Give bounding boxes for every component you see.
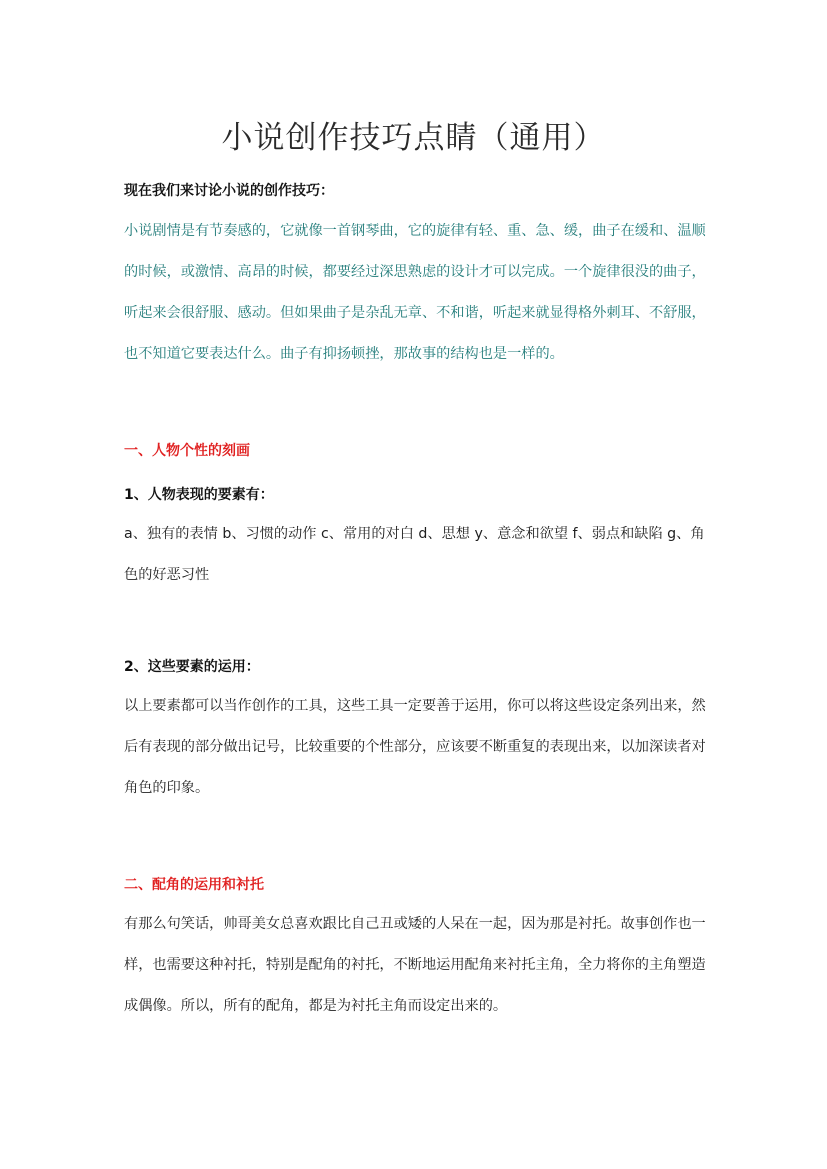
section1-sub1-heading: 1、人物表现的要素有： — [124, 487, 274, 503]
section1-sub1-paragraph: a、独有的表情 b、习惯的动作 c、常用的对白 d、思想 y、意念和欲望 f、弱点和缺陷 g、角色的好恶习性 — [124, 526, 705, 583]
section2-heading: 二、配角的运用和衬托 — [124, 877, 264, 893]
intro-paragraph: 小说剧情是有节奏感的，它就像一首钢琴曲，它的旋律有轻、重、急、缓，曲子在缓和、温顺的时候，或激情、高昂的时候，都要经过深思熟虑的设计才可以完成。一个旋律很没的曲子，听起来会很舒服、感动。但如果曲子是杂乱无章、不和谐，听起来就显得格外刺耳、不舒服，也不知道它要表达什么。曲子有抑扬顿挫，那故事的结构也是一样的。 — [124, 223, 706, 362]
intro-heading: 现在我们来讨论小说的创作技巧： — [124, 183, 334, 199]
section1-sub2-heading: 2、这些要素的运用： — [124, 659, 260, 675]
section1-sub2-paragraph: 以上要素都可以当作创作的工具，这些工具一定要善于运用，你可以将这些设定条列出来，然后有表现的部分做出记号，比较重要的个性部分，应该要不断重复的表现出来，以加深读者对角色的印象。 — [124, 698, 706, 796]
section1-heading: 一、人物个性的刻画 — [124, 443, 250, 459]
section2-paragraph: 有那么句笑话，帅哥美女总喜欢跟比自己丑或矮的人呆在一起，因为那是衬托。故事创作也一样，也需要这种衬托，特别是配角的衬托，不断地运用配角来衬托主角，全力将你的主角塑造成偶像。所以，所有的配角，都是为衬托主角而设定出来的。 — [124, 916, 706, 1014]
page-title: 小说创作技巧点睛（通用） — [221, 120, 606, 156]
